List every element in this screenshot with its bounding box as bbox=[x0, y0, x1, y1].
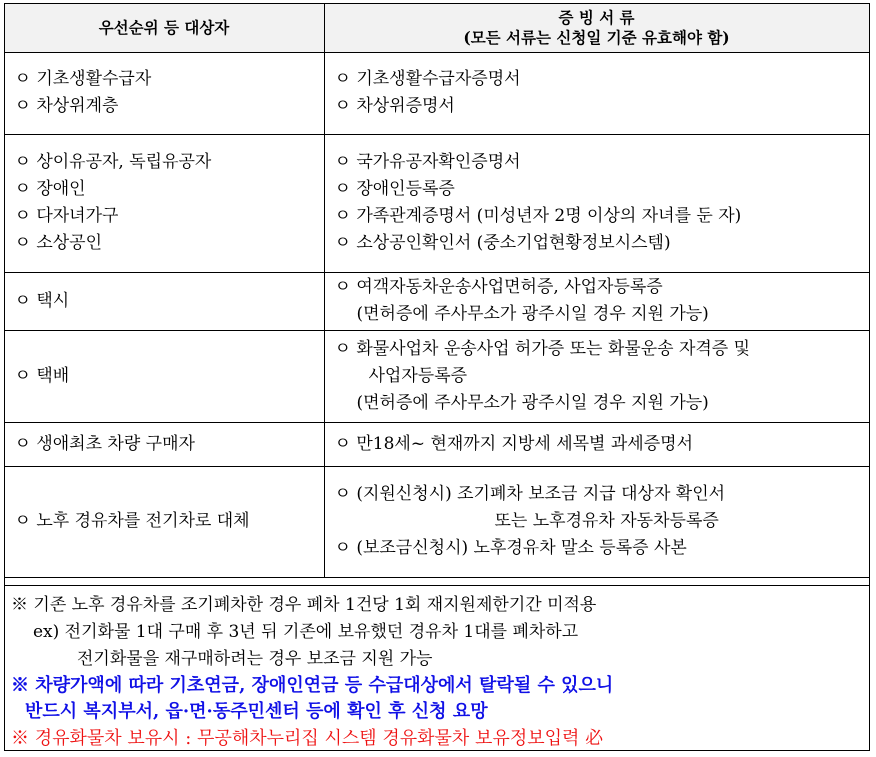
target-item: ㅇ 다자녀가구 bbox=[14, 206, 119, 226]
targets-cell bbox=[4, 422, 324, 466]
table-header-row bbox=[4, 3, 869, 52]
table-row bbox=[4, 330, 869, 422]
targets-cell bbox=[4, 52, 324, 134]
note-diesel-truck: ※ 경유화물차 보유시 : 무공해차누리집 시스템 경유화물차 보유정보입력 必 bbox=[11, 728, 604, 749]
documents-cell bbox=[324, 466, 869, 577]
document-item: ㅇ (지원신청시) 조기폐차 보조금 지급 대상자 확인서 bbox=[334, 484, 726, 504]
document-note: (면허증에 주사무소가 광주시일 경우 지원 가능) bbox=[356, 304, 709, 324]
targets-cell bbox=[4, 272, 324, 330]
table-row bbox=[4, 466, 869, 577]
note-reuse-exemption: ※ 기존 노후 경유차를 조기폐차한 경우 폐차 1건당 1회 재지원제한기간 미적용 bbox=[11, 595, 597, 615]
documents-cell bbox=[324, 52, 869, 134]
document-item: ㅇ 장애인등록증 bbox=[334, 179, 455, 199]
note-example-continued: 전기화물을 재구매하려는 경우 보조금 지원 가능 bbox=[77, 649, 433, 669]
documents-cell bbox=[324, 330, 869, 422]
target-item: ㅇ 택배 bbox=[14, 365, 70, 386]
document-item: ㅇ 차상위증명서 bbox=[334, 96, 455, 116]
document-item: ㅇ 만18세~ 현재까지 지방세 세목별 과세증명서 bbox=[334, 433, 693, 454]
table-row bbox=[4, 52, 869, 134]
header-documents-subtitle: (모든 서류는 신청일 기준 유효해야 함) bbox=[463, 27, 730, 47]
document-item: ㅇ 국가유공자확인증명서 bbox=[334, 152, 521, 172]
note-pension-warning: ※ 차량가액에 따라 기초연금, 장애인연금 등 수급대상에서 탈락될 수 있으니 bbox=[11, 675, 614, 696]
document-item: ㅇ (보조금신청시) 노후경유차 말소 등록증 사본 bbox=[334, 538, 687, 558]
targets-cell bbox=[4, 466, 324, 577]
target-item: ㅇ 차상위계층 bbox=[14, 96, 119, 116]
target-item: ㅇ 기초생활수급자 bbox=[14, 69, 152, 89]
document-note: (면허증에 주사무소가 광주시일 경우 지원 가능) bbox=[356, 392, 709, 413]
target-item: ㅇ 상이유공자, 독립유공자 bbox=[14, 152, 212, 172]
target-item: ㅇ 택시 bbox=[14, 290, 70, 311]
document-item-continued: 사업자등록증 bbox=[368, 365, 468, 386]
target-item: ㅇ 소상공인 bbox=[14, 233, 103, 253]
document-item: ㅇ 가족관계증명서 (미성년자 2명 이상의 자녀를 둔 자) bbox=[334, 206, 742, 226]
documents-cell bbox=[324, 134, 869, 272]
note-pension-warning-continued: 반드시 복지부서, 읍·면·동주민센터 등에 확인 후 신청 요망 bbox=[25, 701, 488, 722]
target-item: ㅇ 노후 경유차를 전기차로 대체 bbox=[14, 511, 250, 531]
header-documents-title: 증 빙 서 류 bbox=[558, 7, 635, 27]
documents-cell bbox=[324, 422, 869, 466]
header-targets: 우선순위 등 대상자 bbox=[4, 3, 324, 52]
document-item: ㅇ 화물사업차 운송사업 허가증 또는 화물운송 자격증 및 bbox=[334, 338, 751, 359]
document-item: ㅇ 기초생활수급자증명서 bbox=[334, 69, 521, 89]
target-item: ㅇ 생애최초 차량 구매자 bbox=[14, 433, 195, 454]
targets-cell bbox=[4, 330, 324, 422]
target-item: ㅇ 장애인 bbox=[14, 179, 86, 199]
document-item: ㅇ 소상공인확인서 (중소기업현황정보시스템) bbox=[334, 233, 671, 253]
note-example: ex) 전기화물 1대 구매 후 3년 뒤 기존에 보유했던 경유차 1대를 폐차하고 bbox=[33, 622, 579, 642]
document-item-continued: 또는 노후경유차 자동차등록증 bbox=[494, 511, 719, 531]
table-row bbox=[4, 272, 869, 330]
eligibility-table bbox=[4, 3, 870, 578]
table-row bbox=[4, 134, 869, 272]
notes-section bbox=[5, 585, 869, 751]
targets-cell bbox=[4, 134, 324, 272]
documents-cell bbox=[324, 272, 869, 330]
table-row bbox=[4, 422, 869, 466]
document-frame bbox=[4, 3, 870, 751]
header-documents bbox=[324, 3, 869, 52]
document-item: ㅇ 여객자동차운송사업면허증, 사업자등록증 bbox=[334, 277, 663, 297]
